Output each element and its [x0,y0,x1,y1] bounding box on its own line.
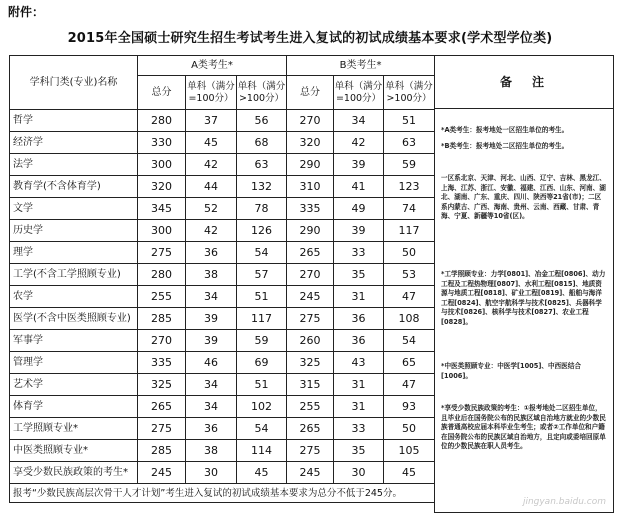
b-single-le100-cell: 33 [334,242,384,264]
table-row [10,418,435,440]
b-total-cell: 320 [287,132,334,154]
b-single-gt100-cell: 59 [384,154,435,176]
a-single-le100-cell: 36 [186,418,237,440]
subject-name: 医学(不含中医类照顾专业) [10,308,138,330]
b-single-gt100-cell: 51 [384,110,435,132]
b-single-le100-cell: 39 [334,220,384,242]
a-single-gt100-cell: 63 [237,154,287,176]
a-single-gt100-cell: 69 [237,352,287,374]
a-single-le100-cell: 42 [186,154,237,176]
b-single-le100-header: 单科（满分=100分） [334,76,384,110]
a-total-cell: 255 [138,286,186,308]
b-single-gt100-cell: 47 [384,286,435,308]
remarks-engineering: *工学照顾专业：力学[0801]、冶金工程[0806]、动力工程及工程热物理[0807]、水利工程[0815]、地质资源与地质工程[0818]、矿业工程[0819]、船舶与海洋工程[0824]、航空宇航科学与技术[0825]、兵器科学与技术[0826]、核科学与技术[0827]、农业工程[0828]。 [441,270,606,326]
group-a-header: A类考生* [138,56,287,76]
attachment-label: 附件： [8,5,45,19]
a-total-cell: 245 [138,462,186,484]
b-total-cell: 255 [287,396,334,418]
a-total-cell: 275 [138,418,186,440]
subject-name: 农学 [10,286,138,308]
a-single-gt100-cell: 102 [237,396,287,418]
table-row [10,264,435,286]
b-single-gt100-cell: 53 [384,264,435,286]
a-total-cell: 270 [138,330,186,352]
subject-name: 管理学 [10,352,138,374]
subject-name: 哲学 [10,110,138,132]
a-single-le100-header: 单科（满分=100分） [186,76,237,110]
b-total-cell: 265 [287,242,334,264]
subject-name: 理学 [10,242,138,264]
footer-note: 报考“少数民族高层次骨干人才计划”考生进入复试的初试成绩基本要求为总分不低于245分。 [10,484,435,503]
b-total-cell: 270 [287,110,334,132]
subject-name: 工学照顾专业* [10,418,138,440]
a-single-gt100-header: 单科（满分>100分） [237,76,287,110]
a-single-gt100-cell: 45 [237,462,287,484]
a-single-le100-cell: 34 [186,396,237,418]
a-single-le100-cell: 39 [186,330,237,352]
b-single-gt100-cell: 117 [384,220,435,242]
a-total-cell: 280 [138,110,186,132]
table-row [10,198,435,220]
b-total-cell: 245 [287,286,334,308]
a-single-le100-cell: 30 [186,462,237,484]
b-single-gt100-cell: 105 [384,440,435,462]
a-total-cell: 265 [138,396,186,418]
table-row [10,374,435,396]
a-total-cell: 300 [138,154,186,176]
page-title: 2015年全国硕士研究生招生考试考生进入复试的初试成绩基本要求(学术型学位类) [67,31,553,46]
b-single-le100-cell: 34 [334,110,384,132]
subject-name: 法学 [10,154,138,176]
b-total-cell: 275 [287,308,334,330]
a-single-le100-cell: 42 [186,220,237,242]
b-single-le100-cell: 35 [334,264,384,286]
subject-name: 教育学(不含体育学) [10,176,138,198]
a-single-gt100-cell: 117 [237,308,287,330]
remarks-ab-definitions [441,126,607,157]
a-single-gt100-cell: 54 [237,418,287,440]
a-single-gt100-cell: 54 [237,242,287,264]
b-single-le100-cell: 30 [334,462,384,484]
table-row [10,308,435,330]
a-total-cell: 285 [138,308,186,330]
a-single-gt100-cell: 78 [237,198,287,220]
table-row [10,132,435,154]
group-b-header: B类考生* [287,56,435,76]
a-single-le100-cell: 39 [186,308,237,330]
a-single-gt100-cell: 114 [237,440,287,462]
b-single-gt100-cell: 50 [384,418,435,440]
subject-name: 军事学 [10,330,138,352]
table-row [10,154,435,176]
b-single-le100-cell: 31 [334,374,384,396]
b-total-cell: 335 [287,198,334,220]
score-table-wrapper [9,55,613,513]
a-single-le100-cell: 45 [186,132,237,154]
b-total-cell: 275 [287,440,334,462]
a-single-gt100-cell: 57 [237,264,287,286]
a-total-cell: 320 [138,176,186,198]
b-single-gt100-cell: 108 [384,308,435,330]
a-total-cell: 345 [138,198,186,220]
b-total-header: 总分 [287,76,334,110]
b-single-le100-cell: 36 [334,330,384,352]
b-single-le100-cell: 43 [334,352,384,374]
a-single-gt100-cell: 59 [237,330,287,352]
table-row [10,110,435,132]
table-row [10,352,435,374]
subject-name: 享受少数民族政策的考生* [10,462,138,484]
subject-name: 中医类照顾专业* [10,440,138,462]
remarks-b-type: *B类考生：报考地处二区招生单位的考生。 [441,141,569,150]
b-single-gt100-cell: 50 [384,242,435,264]
b-single-le100-cell: 35 [334,440,384,462]
subject-name: 工学(不含工学照顾专业) [10,264,138,286]
score-table [9,55,435,503]
remarks-a-type: *A类考生：报考地处一区招生单位的考生。 [441,126,569,134]
b-single-le100-cell: 39 [334,154,384,176]
b-single-gt100-cell: 123 [384,176,435,198]
b-total-cell: 310 [287,176,334,198]
a-total-cell: 285 [138,440,186,462]
table-row [10,330,435,352]
b-total-cell: 290 [287,154,334,176]
a-single-le100-cell: 38 [186,264,237,286]
b-total-cell: 290 [287,220,334,242]
a-single-le100-cell: 44 [186,176,237,198]
b-single-gt100-cell: 47 [384,374,435,396]
b-single-le100-cell: 49 [334,198,384,220]
table-row [10,242,435,264]
b-total-cell: 265 [287,418,334,440]
a-single-le100-cell: 34 [186,374,237,396]
subject-name: 经济学 [10,132,138,154]
subject-name: 艺术学 [10,374,138,396]
a-single-gt100-cell: 51 [237,374,287,396]
a-total-cell: 330 [138,132,186,154]
b-single-le100-cell: 33 [334,418,384,440]
b-single-gt100-header: 单科（满分>100分） [384,76,435,110]
remarks-regions: 一区系北京、天津、河北、山西、辽宁、吉林、黑龙江、上海、江苏、浙江、安徽、福建、江西、山东、河南、湖北、湖南、广东、重庆、四川、陕西等21省(市)；二区系内蒙古、广西、海南、贵州、云南、西藏、甘肃、青海、宁夏、新疆等10省(区)。 [441,174,606,221]
b-single-gt100-cell: 45 [384,462,435,484]
b-single-le100-cell: 31 [334,286,384,308]
subject-name: 文学 [10,198,138,220]
a-single-le100-cell: 52 [186,198,237,220]
subject-name: 体育学 [10,396,138,418]
a-single-gt100-cell: 68 [237,132,287,154]
b-single-le100-cell: 42 [334,132,384,154]
b-single-gt100-cell: 63 [384,132,435,154]
a-total-cell: 275 [138,242,186,264]
subject-column-header: 学科门类(专业)名称 [10,56,138,110]
a-single-le100-cell: 46 [186,352,237,374]
table-row [10,440,435,462]
a-single-le100-cell: 38 [186,440,237,462]
a-single-le100-cell: 34 [186,286,237,308]
table-row [10,286,435,308]
remarks-minority: *享受少数民族政策的考生：①报考地处二区招生单位，且毕业后在国务院公布的民族区域自治地方就业的少数民族普通高校应届本科毕业生考生；或者②工作单位和户籍在国务院公布的民族区域自治地方，且定向或委培回原单位的少数民族在职人员考生。 [441,404,606,451]
b-total-cell: 270 [287,264,334,286]
b-total-cell: 315 [287,374,334,396]
table-row [10,462,435,484]
b-single-le100-cell: 31 [334,396,384,418]
a-single-gt100-cell: 126 [237,220,287,242]
remarks-tcm: *中医类照顾专业：中医学[1005]、中西医结合[1006]。 [441,362,581,380]
remarks-column [434,55,614,513]
a-single-le100-cell: 36 [186,242,237,264]
a-total-cell: 280 [138,264,186,286]
a-total-cell: 335 [138,352,186,374]
b-single-le100-cell: 36 [334,308,384,330]
a-single-gt100-cell: 51 [237,286,287,308]
b-total-cell: 245 [287,462,334,484]
a-single-le100-cell: 37 [186,110,237,132]
b-single-gt100-cell: 65 [384,352,435,374]
b-single-gt100-cell: 74 [384,198,435,220]
a-total-cell: 325 [138,374,186,396]
b-total-cell: 260 [287,330,334,352]
a-total-cell: 300 [138,220,186,242]
remarks-header: 备 注 [435,56,613,109]
a-total-header: 总分 [138,76,186,110]
a-single-gt100-cell: 132 [237,176,287,198]
watermark: jingyan.baidu.com [522,497,606,507]
table-row [10,220,435,242]
b-single-le100-cell: 41 [334,176,384,198]
a-single-gt100-cell: 56 [237,110,287,132]
b-single-gt100-cell: 54 [384,330,435,352]
b-single-gt100-cell: 93 [384,396,435,418]
b-total-cell: 325 [287,352,334,374]
table-row [10,396,435,418]
subject-name: 历史学 [10,220,138,242]
table-row [10,176,435,198]
